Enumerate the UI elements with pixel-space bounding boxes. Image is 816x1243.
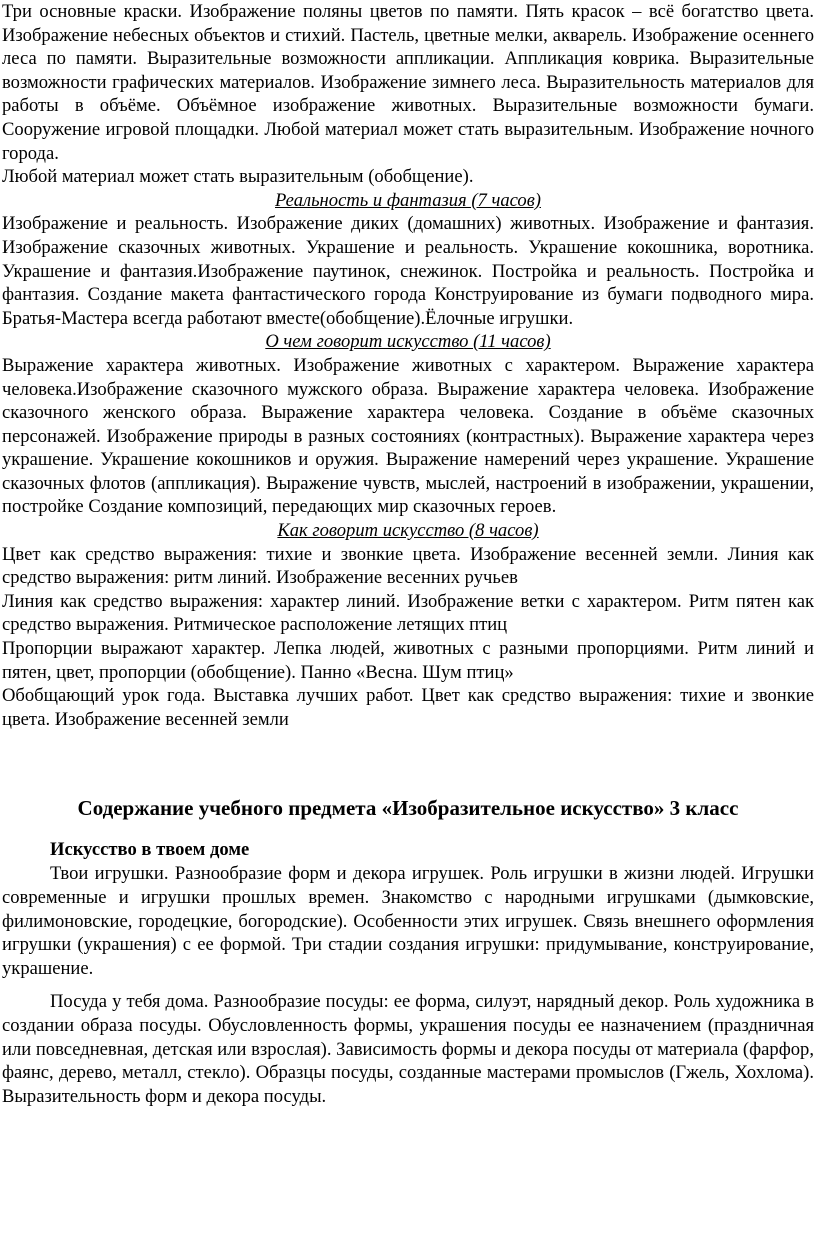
paragraph-toys: Твои игрушки. Разнообразие форм и декора игрушек. Роль игрушки в жизни людей. Игрушки современные и игрушки прошлых времен. Знакомство с народными игрушками (дымковские, филимоновские, городецкие, богородские). Особенности этих игрушек. Связь внешнего оформления игрушки (украшения) с ее формой. Три стадии создания игрушки: придумывание, конструирование, украшение. — [2, 863, 814, 979]
section-spacer — [2, 731, 814, 794]
grade3-content — [2, 794, 814, 1108]
section-title-what-art-says: О чем говорит искусство (11 часов) — [265, 331, 551, 353]
paragraph-final-lesson: Обобщающий урок года. Выставка лучших работ. Цвет как средство выражения: тихие и звонкие цвета. Изображение весенней земли — [2, 685, 814, 730]
section-title-reality-fantasy: Реальность и фантазия (7 часов) — [275, 189, 541, 211]
paragraph-dishes: Посуда у тебя дома. Разнообразие посуды: ее форма, силуэт, нарядный декор. Роль художника в создании образа посуды. Обусловленность формы, украшения посуды ее назначением (праздничная или повседневная, детская или взрослая). Зависимость формы и декора посуды от материала (фарфор, фаянс, дерево, металл, стекло). Образцы посуды, созданные мастерами промыслов (Гжель, Хохлома). Выразительность форм и декора посуды. — [2, 991, 814, 1107]
grade2-content — [2, 0, 814, 731]
paragraph-proportions: Пропорции выражают характер. Лепка людей, животных с разными пропорциями. Ритм линий и пятен, цвет, пропорции (обобщение). Панно «Весна. Шум птиц» — [2, 638, 814, 683]
paragraph-color-expression: Цвет как средство выражения: тихие и звонкие цвета. Изображение весенней земли. Линия как средство выражения: ритм линий. Изображение весенних ручьев — [2, 543, 814, 589]
grade3-heading: Содержание учебного предмета «Изобразительное искусство» 3 класс — [77, 796, 739, 821]
paragraph-colors: Три основные краски. Изображение поляны цветов по памяти. Пять красок – всё богатство цвета. Изображение небесных объектов и стихий. Пастель, цветные мелки, акварель. Изображение осеннего леса по памяти. Выразительные возможности аппликации. Аппликация коврика. Выразительные возможности графических материалов. Изображение зимнего леса. Выразительность материалов для работы в объёме. Объёмное изображение животных. Выразительные возможности бумаги. Сооружение игровой площадки. Любой материал может стать выразительным. Изображение ночного города. — [2, 1, 814, 164]
paragraph-gap — [2, 980, 814, 990]
grade3-subheading: Искусство в твоем доме — [50, 839, 250, 861]
section-text-reality-fantasy: Изображение и реальность. Изображение диких (домашних) животных. Изображение и фантазия. Изображение сказочных животных. Украшение и реальность. Украшение кокошника, воротника. Украшение и фантазия.Изображение паутинок, снежинок. Постройка и реальность. Постройка и фантазия. Создание макета фантастического города Конструирование из бумаги подводного мира. Братья-Мастера всегда работают вместе(обобщение).Ёлочные игрушки. — [2, 213, 814, 329]
paragraph-generalization: Любой материал может стать выразительным (обобщение). — [2, 166, 474, 188]
section-text-what-art-says: Выражение характера животных. Изображение животных с характером. Выражение характера человека.Изображение сказочного мужского образа. Выражение характера человека. Изображение сказочного женского образа. Выражение характера человека. Создание в объёме сказочных персонажей. Изображение природы в разных состояниях (контрастных). Выражение характера через украшение. Украшение кокошников и оружия. Выражение намерений через украшение. Украшение сказочных флотов (аппликация). Выражение чувств, мыслей, настроений в изображении, украшении, постройке Создание композиций, передающих мир сказочных героев. — [2, 354, 814, 518]
section-title-how-art-speaks: Как говорит искусство (8 часов) — [277, 520, 539, 542]
paragraph-line-expression: Линия как средство выражения: характер линий. Изображение ветки с характером. Ритм пятен как средство выражения. Ритмическое расположение летящих птиц — [2, 590, 814, 636]
